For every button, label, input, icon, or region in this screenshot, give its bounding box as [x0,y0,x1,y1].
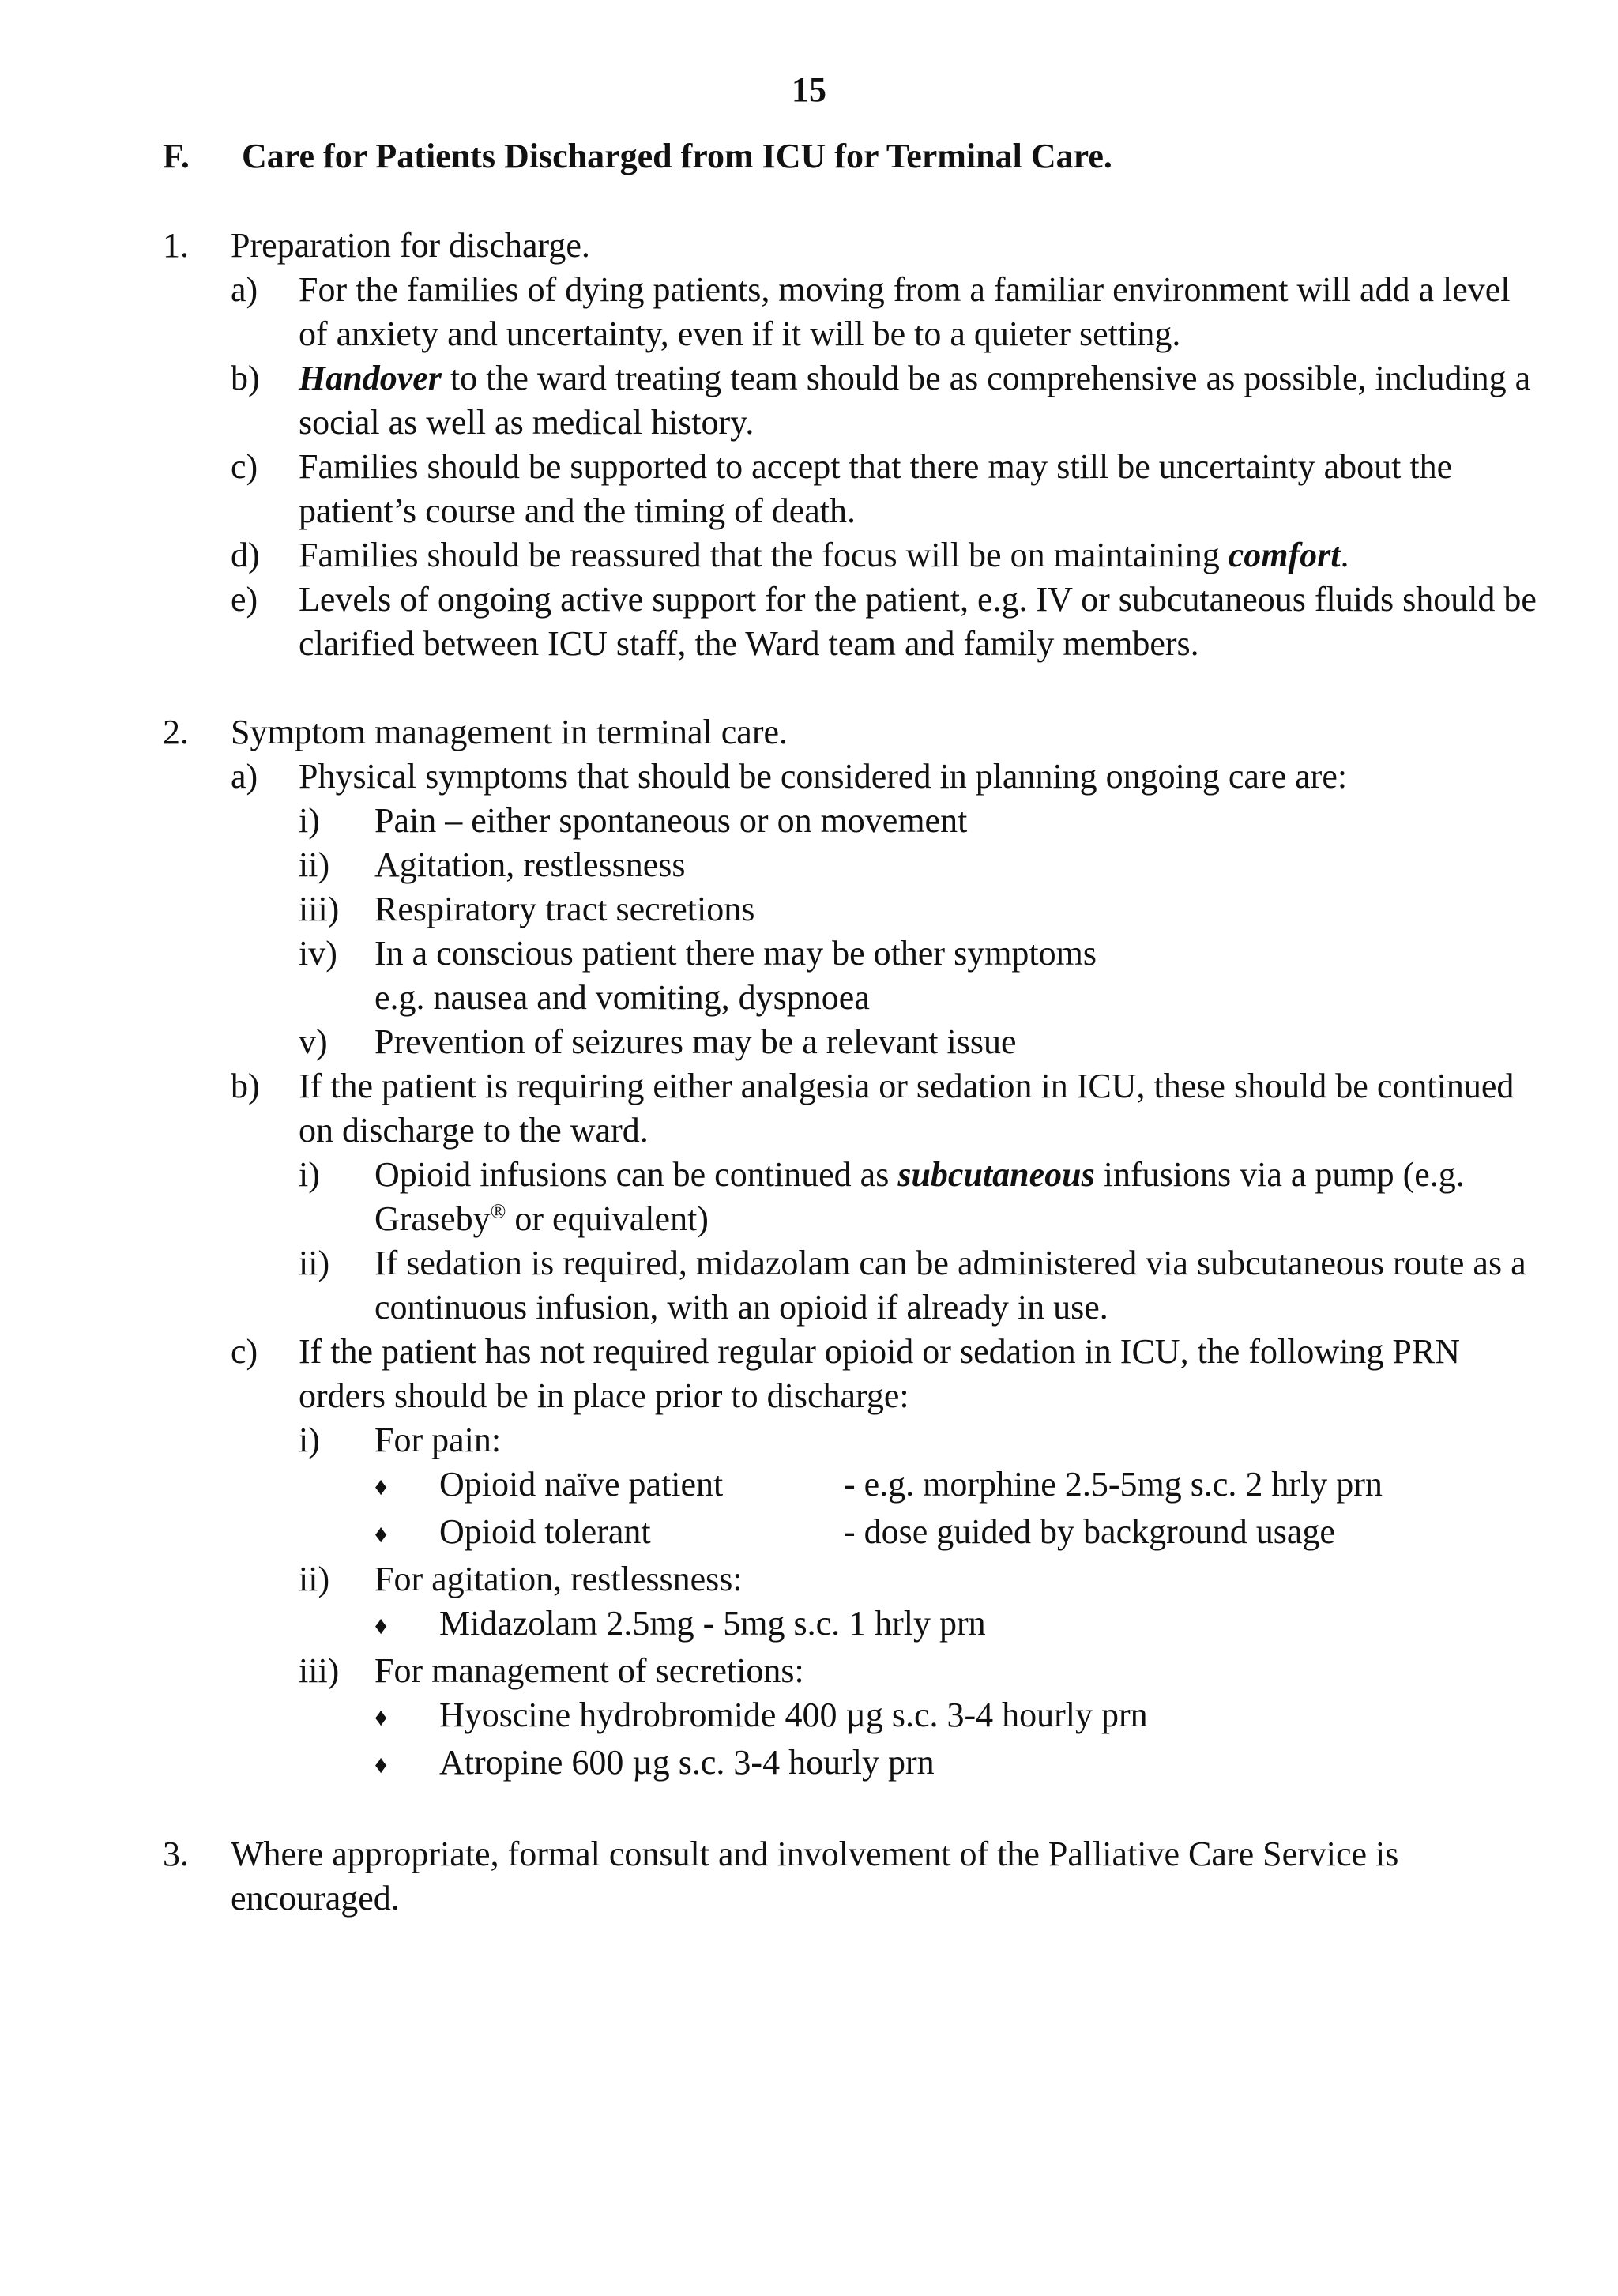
diamond-bullet-icon: ♦ [374,1519,388,1548]
roman-label: ii) [299,845,330,884]
sub-text: Families should be supported to accept that there may still be uncertainty about the patient’s course and the timing of death. [299,447,1453,530]
roman-label: iv) [299,934,337,973]
body-text-end: . [1340,536,1349,574]
item-2a-iv [299,932,1545,1020]
item-1b [231,356,1545,445]
bullet-item [374,1741,1545,1788]
bullet-item [374,1510,1545,1557]
item-3 [163,1832,1545,1921]
item-number: 2. [163,713,189,751]
emphasis-text: subcutaneous [897,1155,1095,1194]
bullet-label: Opioid tolerant [439,1512,651,1551]
registered-mark: ® [490,1199,506,1223]
document-body [163,224,1545,1921]
roman-text [374,932,1545,1020]
page-number: 15 [792,70,826,109]
roman-text: If sedation is required, midazolam can be administered via subcutaneous route as a continuous infusion, with an opioid if already in use. [374,1244,1526,1327]
roman-label: i) [299,801,320,840]
item-2 [163,710,1545,755]
item-2c-iii [299,1649,1545,1693]
body-text: Opioid infusions can be continued as [374,1155,898,1194]
body-text: or equivalent) [506,1199,709,1238]
bullet-item [374,1462,1545,1510]
item-2b [231,1064,1545,1153]
bullet-text: Atropine 600 µg s.c. 3-4 hourly prn [439,1743,935,1782]
item-2a-iii [299,887,1545,932]
roman-label: iii) [299,890,340,928]
body-text: to the ward treating team should be as comprehensive as possible, including a social as well as medical history. [299,359,1531,442]
roman-label: i) [299,1155,320,1194]
roman-text: For pain: [374,1421,502,1459]
sub-label: c) [231,447,258,486]
sub-text: If the patient has not required regular opioid or sedation in ICU, the following PRN orders should be in place prior to discharge: [299,1332,1461,1415]
sub-label: c) [231,1332,258,1371]
roman-text: Pain – either spontaneous or on movement [374,801,968,840]
bullet-text: Hyoscine hydrobromide 400 µg s.c. 3-4 hourly prn [439,1696,1148,1734]
item-2a [231,755,1545,799]
sub-text [299,356,1545,445]
roman-text: For management of secretions: [374,1651,804,1690]
item-2c-i [299,1418,1545,1462]
bullet-detail: - dose guided by background usage [844,1512,1335,1551]
roman-label: v) [299,1022,328,1061]
sub-label: e) [231,580,258,619]
item-2a-i [299,799,1545,843]
roman-label: i) [299,1421,320,1459]
item-1c [231,445,1545,533]
bullet-label: Opioid naïve patient [439,1465,724,1504]
item-1a [231,268,1545,356]
bullet-detail: - e.g. morphine 2.5-5mg s.c. 2 hrly prn [844,1465,1383,1504]
sub-text: If the patient is requiring either analgesia or sedation in ICU, these should be continued on discharge to the ward. [299,1067,1515,1150]
roman-label: iii) [299,1651,340,1690]
item-title: Preparation for discharge. [231,226,590,265]
body-text: infusions via a pump (e.g. Graseby [374,1155,1465,1238]
bullet-item [374,1693,1545,1741]
diamond-bullet-icon: ♦ [374,1611,388,1639]
roman-text-line2: e.g. nausea and vomiting, dyspnoea [374,978,870,1017]
item-1d [231,533,1545,578]
sub-label: a) [231,757,258,796]
item-title: Symptom management in terminal care. [231,713,788,751]
roman-text: For agitation, restlessness: [374,1560,743,1598]
diamond-bullet-icon: ♦ [374,1472,388,1500]
body-text: Families should be reassured that the focus will be on maintaining [299,536,1229,574]
roman-label: ii) [299,1244,330,1282]
item-2b-i [299,1153,1545,1241]
item-text: Where appropriate, formal consult and involvement of the Palliative Care Service is encouraged. [231,1835,1399,1918]
roman-label: ii) [299,1560,330,1598]
sub-label: a) [231,270,258,309]
item-1 [163,224,1545,268]
roman-text [374,1153,1545,1241]
roman-text: Prevention of seizures may be a relevant issue [374,1022,1017,1061]
item-2b-ii [299,1241,1545,1330]
emphasis-text: Handover [299,359,442,397]
diamond-bullet-icon: ♦ [374,1703,388,1731]
item-2a-ii [299,843,1545,887]
item-2c [231,1330,1545,1418]
roman-text: Respiratory tract secretions [374,890,755,928]
section-title: Care for Patients Discharged from ICU for Terminal Care. [242,137,1112,175]
sub-text [299,533,1545,578]
diamond-bullet-icon: ♦ [374,1750,388,1778]
emphasis-text: comfort [1228,536,1341,574]
bullet-text: Midazolam 2.5mg - 5mg s.c. 1 hrly prn [439,1604,986,1643]
sub-label: d) [231,536,260,574]
item-number: 1. [163,226,189,265]
item-2a-v [299,1020,1545,1064]
roman-text-line1: In a conscious patient there may be other symptoms [374,934,1097,973]
section-letter: F. [163,137,190,175]
sub-text: Physical symptoms that should be considered in planning ongoing care are: [299,757,1348,796]
section-heading [163,134,1112,179]
sub-text: For the families of dying patients, moving from a familiar environment will add a level of anxiety and uncertainty, even if it will be to a quieter setting. [299,270,1511,353]
sub-text: Levels of ongoing active support for the patient, e.g. IV or subcutaneous fluids should be clarified between ICU staff, the Ward team and family members. [299,580,1537,663]
item-number: 3. [163,1835,189,1873]
roman-text: Agitation, restlessness [374,845,686,884]
sub-label: b) [231,1067,260,1105]
sub-label: b) [231,359,260,397]
bullet-item [374,1602,1545,1649]
item-1e [231,578,1545,666]
item-2c-ii [299,1557,1545,1602]
